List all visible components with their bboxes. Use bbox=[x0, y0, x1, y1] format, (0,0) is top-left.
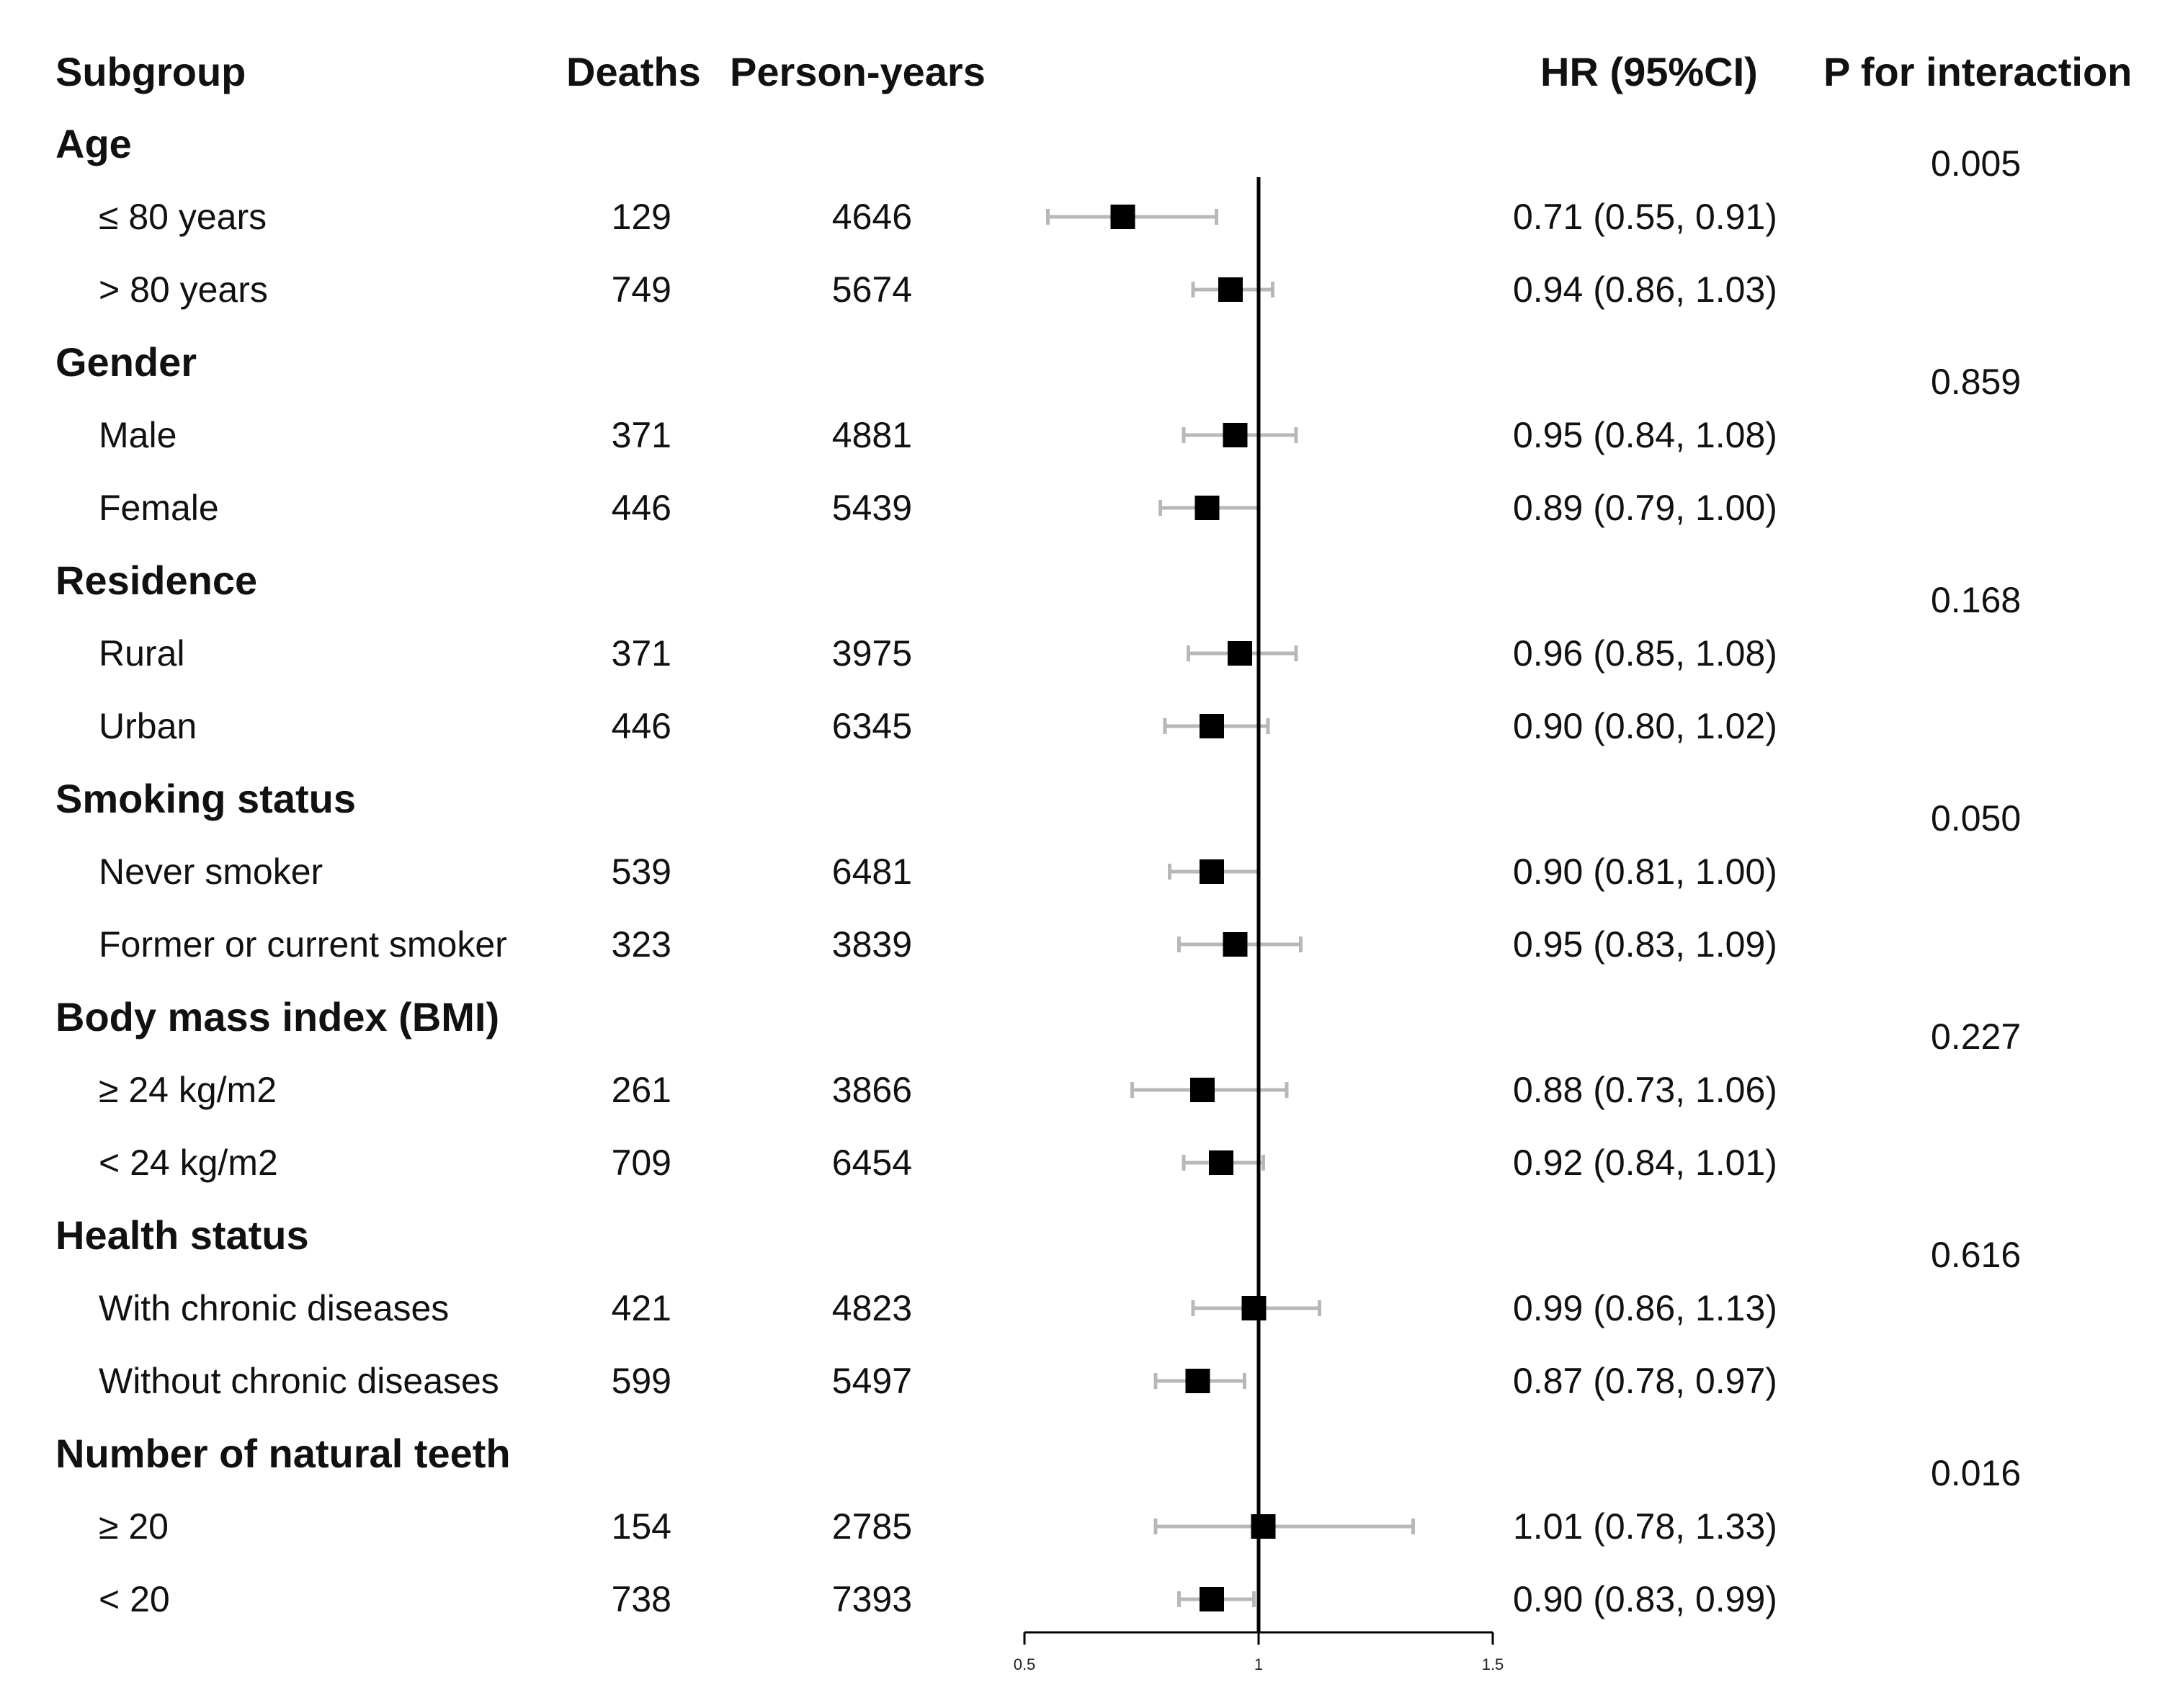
p-interaction-value: 0.168 bbox=[1931, 580, 2022, 620]
subgroup-label: Never smoker bbox=[99, 851, 323, 892]
x-axis-tick-label: 1.5 bbox=[1481, 1655, 1504, 1673]
person-years-value: 6481 bbox=[831, 851, 912, 892]
subgroup-label: < 20 bbox=[99, 1579, 170, 1619]
subgroup-label: ≥ 24 kg/m2 bbox=[99, 1070, 277, 1110]
hr-marker-square bbox=[1218, 277, 1243, 302]
subgroup-label: Urban bbox=[99, 706, 197, 746]
p-interaction-value: 0.227 bbox=[1931, 1016, 2022, 1057]
subgroup-label: Male bbox=[99, 415, 177, 455]
deaths-value: 749 bbox=[611, 269, 671, 310]
group-label: Residence bbox=[55, 558, 258, 603]
deaths-value: 323 bbox=[611, 924, 671, 965]
header-p-interaction: P for interaction bbox=[1823, 49, 2132, 94]
hr-marker-square bbox=[1186, 1369, 1210, 1393]
hr-marker-square bbox=[1242, 1296, 1267, 1320]
deaths-value: 371 bbox=[611, 415, 671, 455]
deaths-value: 446 bbox=[611, 488, 671, 528]
header-hr: HR (95%CI) bbox=[1540, 49, 1758, 94]
hr-marker-square bbox=[1200, 859, 1224, 884]
hr-ci-text: 1.01 (0.78, 1.33) bbox=[1513, 1506, 1777, 1547]
person-years-value: 3866 bbox=[831, 1070, 912, 1110]
hr-ci-text: 0.94 (0.86, 1.03) bbox=[1513, 269, 1777, 310]
hr-marker-square bbox=[1251, 1514, 1276, 1539]
hr-marker-square bbox=[1111, 205, 1135, 229]
hr-ci-text: 0.89 (0.79, 1.00) bbox=[1513, 488, 1777, 528]
hr-ci-text: 0.87 (0.78, 0.97) bbox=[1513, 1361, 1777, 1401]
deaths-value: 709 bbox=[611, 1143, 671, 1183]
subgroup-label: Female bbox=[99, 488, 219, 528]
person-years-value: 4823 bbox=[831, 1288, 912, 1328]
hr-ci-text: 0.90 (0.83, 0.99) bbox=[1513, 1579, 1777, 1619]
person-years-value: 3975 bbox=[831, 633, 912, 674]
person-years-value: 6454 bbox=[831, 1143, 912, 1183]
deaths-value: 261 bbox=[611, 1070, 671, 1110]
hr-ci-text: 0.92 (0.84, 1.01) bbox=[1513, 1143, 1777, 1183]
person-years-value: 3839 bbox=[831, 924, 912, 965]
hr-marker-square bbox=[1209, 1150, 1233, 1175]
hr-ci-text: 0.71 (0.55, 0.91) bbox=[1513, 197, 1777, 237]
hr-ci-text: 0.95 (0.84, 1.08) bbox=[1513, 415, 1777, 455]
hr-marker-square bbox=[1223, 423, 1248, 447]
hr-marker-square bbox=[1195, 496, 1220, 520]
group-label: Body mass index (BMI) bbox=[55, 994, 500, 1039]
deaths-value: 738 bbox=[611, 1579, 671, 1619]
x-axis-tick-label: 0.5 bbox=[1013, 1655, 1036, 1673]
header-person-years: Person-years bbox=[730, 49, 986, 94]
subgroup-label: > 80 years bbox=[99, 269, 268, 310]
hr-ci-text: 0.96 (0.85, 1.08) bbox=[1513, 633, 1777, 674]
hr-marker-square bbox=[1200, 1587, 1224, 1611]
header-deaths: Deaths bbox=[566, 49, 701, 94]
hr-ci-text: 0.95 (0.83, 1.09) bbox=[1513, 924, 1777, 965]
group-label: Age bbox=[55, 121, 132, 166]
p-interaction-value: 0.859 bbox=[1931, 362, 2022, 402]
hr-ci-text: 0.90 (0.81, 1.00) bbox=[1513, 851, 1777, 892]
hr-marker-square bbox=[1200, 714, 1224, 738]
person-years-value: 7393 bbox=[831, 1579, 912, 1619]
subgroup-label: Former or current smoker bbox=[99, 924, 507, 965]
header-subgroup: Subgroup bbox=[55, 49, 246, 94]
x-axis-tick-label: 1 bbox=[1254, 1655, 1264, 1673]
p-interaction-value: 0.005 bbox=[1931, 143, 2022, 184]
deaths-value: 599 bbox=[611, 1361, 671, 1401]
group-label: Smoking status bbox=[55, 776, 356, 821]
hr-ci-text: 0.99 (0.86, 1.13) bbox=[1513, 1288, 1777, 1328]
p-interaction-value: 0.616 bbox=[1931, 1235, 2022, 1275]
person-years-value: 5439 bbox=[831, 488, 912, 528]
deaths-value: 129 bbox=[611, 197, 671, 237]
deaths-value: 371 bbox=[611, 633, 671, 674]
deaths-value: 154 bbox=[611, 1506, 671, 1547]
hr-marker-square bbox=[1228, 641, 1252, 666]
subgroup-label: < 24 kg/m2 bbox=[99, 1143, 278, 1183]
group-label: Health status bbox=[55, 1212, 309, 1258]
hr-marker-square bbox=[1190, 1078, 1215, 1102]
person-years-value: 6345 bbox=[831, 706, 912, 746]
hr-ci-text: 0.88 (0.73, 1.06) bbox=[1513, 1070, 1777, 1110]
deaths-value: 421 bbox=[611, 1288, 671, 1328]
hr-marker-square bbox=[1223, 932, 1248, 957]
subgroup-label: Rural bbox=[99, 633, 185, 674]
subgroup-label: ≥ 20 bbox=[99, 1506, 169, 1547]
subgroup-label: ≤ 80 years bbox=[99, 197, 267, 237]
person-years-value: 5674 bbox=[831, 269, 912, 310]
deaths-value: 446 bbox=[611, 706, 671, 746]
group-label: Number of natural teeth bbox=[55, 1431, 511, 1476]
p-interaction-value: 0.016 bbox=[1931, 1453, 2022, 1493]
person-years-value: 5497 bbox=[831, 1361, 912, 1401]
p-interaction-value: 0.050 bbox=[1931, 798, 2022, 839]
person-years-value: 2785 bbox=[831, 1506, 912, 1547]
deaths-value: 539 bbox=[611, 851, 671, 892]
person-years-value: 4881 bbox=[831, 415, 912, 455]
hr-ci-text: 0.90 (0.80, 1.02) bbox=[1513, 706, 1777, 746]
person-years-value: 4646 bbox=[831, 197, 912, 237]
group-label: Gender bbox=[55, 339, 197, 385]
subgroup-label: With chronic diseases bbox=[99, 1288, 450, 1328]
subgroup-label: Without chronic diseases bbox=[99, 1361, 499, 1401]
